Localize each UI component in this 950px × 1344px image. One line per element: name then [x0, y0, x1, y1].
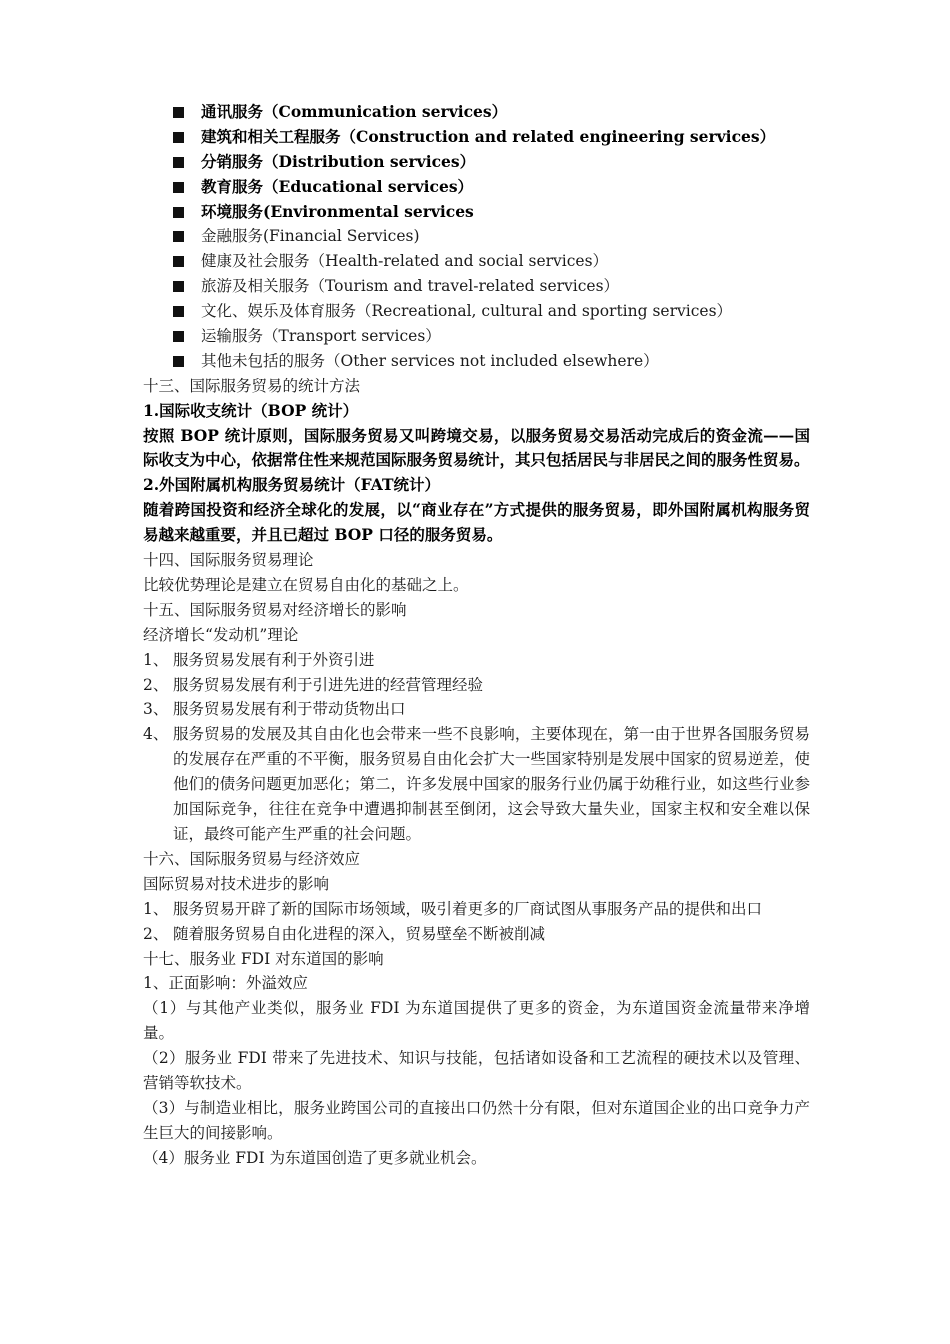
fat-title: 2.外国附属机构服务贸易统计（FAT统计）: [143, 475, 440, 495]
section-16-subheading: 国际贸易对技术进步的影响: [143, 874, 330, 893]
numbered-item: 1、 服务贸易发展有利于外资引进: [143, 650, 375, 669]
fdi-paragraph: （2）服务业 FDI 带来了先进技术、知识与技能，包括诸如设备和工艺流程的硬技术以及管理、营销等软技术。: [143, 1049, 810, 1092]
list-item: 运输服务（Transport services）: [173, 324, 810, 349]
service-list: [143, 100, 810, 374]
fdi-paragraph: （1）与其他产业类似，服务业 FDI 为东道国提供了更多的资金，为东道国资金流量带来净增量。: [143, 999, 810, 1043]
bullet-square-icon: [173, 107, 184, 118]
list-item: 健康及社会服务（Health-related and social services）: [173, 249, 810, 274]
fdi-paragraph: （3）与制造业相比，服务业跨国公司的直接出口仍然十分有限，但对东道国企业的出口竞争力产生巨大的间接影响。: [143, 1098, 810, 1142]
bullet-square-icon: [173, 256, 184, 267]
bop-paragraph: 按照 BOP 统计原则，国际服务贸易又叫跨境交易，以服务贸易交易活动完成后的资金流——国际收支为中心，依据常住性来规范国际服务贸易统计，其只包括居民与非居民之间的服务性贸易。: [143, 425, 810, 470]
bullet-square-icon: [173, 132, 184, 143]
bullet-square-icon: [173, 207, 184, 218]
section-13-heading: 十三、国际服务贸易的统计方法: [143, 376, 361, 395]
section-14-heading: 十四、国际服务贸易理论: [143, 551, 314, 570]
section-17-heading: 十七、服务业 FDI 对东道国的影响: [143, 949, 384, 968]
bullet-square-icon: [173, 281, 184, 292]
bullet-square-icon: [173, 157, 184, 168]
fat-paragraph: 随着跨国投资和经济全球化的发展，以“商业存在”方式提供的服务贸易，即外国附属机构服务贸易越来越重要，并且已超过 BOP 口径的服务贸易。: [143, 500, 810, 545]
numbered-item: 2、 服务贸易发展有利于引进先进的经营管理经验: [143, 675, 484, 694]
section-15-subheading: 经济增长“发动机”理论: [143, 625, 299, 644]
list-item: 通讯服务（Communication services）: [173, 100, 810, 125]
section-16-heading: 十六、国际服务贸易与经济效应: [143, 849, 361, 868]
bullet-square-icon: [173, 182, 184, 193]
numbered-item: 1、 服务贸易开辟了新的国际市场领域，吸引着更多的厂商试图从事服务产品的提供和出口: [143, 899, 763, 918]
numbered-item: 2、 随着服务贸易自由化进程的深入，贸易壁垒不断被削减: [143, 924, 546, 943]
bullet-square-icon: [173, 356, 184, 367]
section-15-heading: 十五、国际服务贸易对经济增长的影响: [143, 600, 407, 619]
list-item: 分销服务（Distribution services）: [173, 150, 810, 175]
bop-title: 1.国际收支统计（BOP 统计）: [143, 400, 359, 420]
list-item: 文化、娱乐及体育服务（Recreational, cultural and sporting services）: [173, 299, 810, 324]
numbered-item: 4、 服务贸易的发展及其自由化也会带来一些不良影响，主要体现在，第一由于世界各国服务贸易的发展存在严重的不平衡，服务贸易自由化会扩大一些国家特别是发展中国家的贸易逆差，使他们的债务问题更加恶化；第二，许多发展中国家的服务行业仍属于幼稚行业，如这些行业参加国际竞争，往往在竞争中遭遇抑制甚至倒闭，这会导致大量失业，国家主权和安全难以保证，最终可能产生严重的社会问题。: [143, 725, 810, 843]
bullet-square-icon: [173, 306, 184, 317]
bullet-square-icon: [173, 331, 184, 342]
list-item: 其他未包括的服务（Other services not included elsewhere）: [173, 349, 810, 374]
list-item: 金融服务(Financial Services): [173, 224, 810, 249]
list-item: 教育服务（Educational services）: [173, 175, 810, 200]
list-item: 旅游及相关服务（Tourism and travel-related services）: [173, 274, 810, 299]
numbered-item: 3、 服务贸易发展有利于带动货物出口: [143, 700, 406, 719]
section-17-subheading: 1、正面影响：外溢效应: [143, 974, 308, 993]
section-14-text: 比较优势理论是建立在贸易自由化的基础之上。: [143, 575, 469, 594]
bullet-square-icon: [173, 231, 184, 242]
list-item: 环境服务(Environmental services: [173, 200, 810, 225]
fdi-paragraph: （4）服务业 FDI 为东道国创造了更多就业机会。: [143, 1148, 487, 1167]
list-item: 建筑和相关工程服务（Construction and related engineering services）: [173, 125, 810, 150]
